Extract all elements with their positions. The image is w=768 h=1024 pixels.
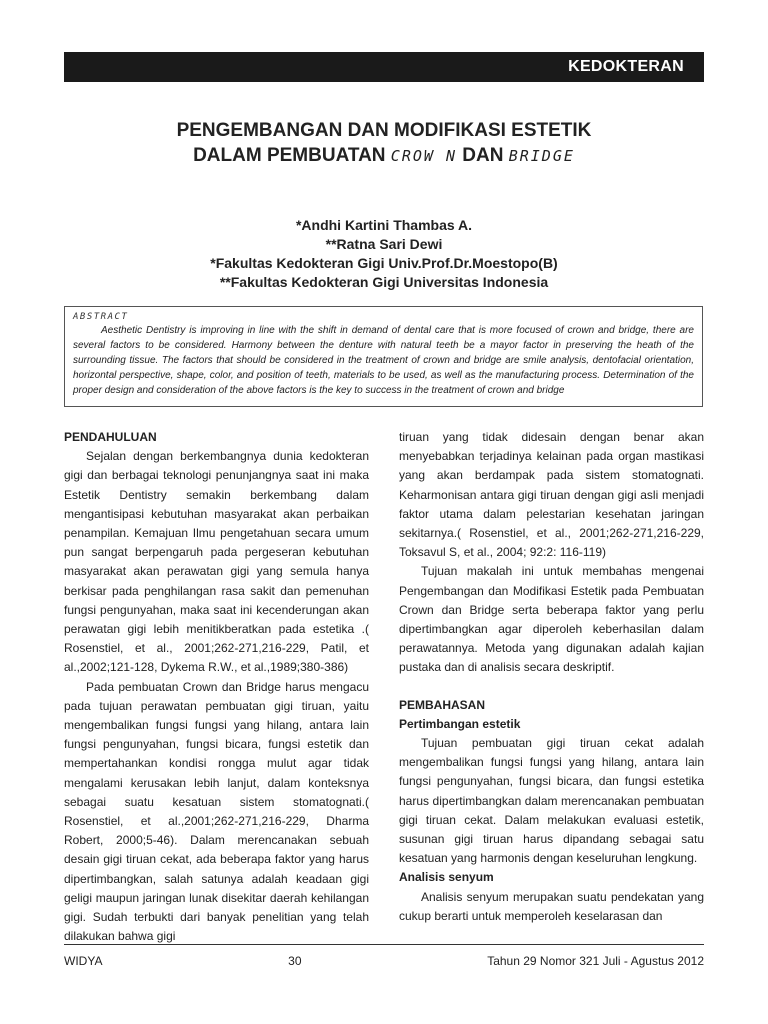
section-label: KEDOKTERAN bbox=[568, 58, 684, 75]
affiliation-2: **Fakultas Kedokteran Gigi Universitas Indonesia bbox=[219, 274, 549, 290]
subheading-analisis-senyum: Analisis senyum bbox=[399, 870, 494, 885]
issue-info: Tahun 29 Nomor 321 Juli - Agustus 2012 bbox=[487, 954, 704, 968]
paragraph: Tujuan pembuatan gigi tiruan cekat adalah mengembalikan fungsi fungsi yang hilang, antara lain fungsi pengunyahan, fungsi bicara, dan fungsi estetika harus dipertimbangkan dalam merencanakan pembuatan gigi tiruan cekat. Dalam melakukan evaluasi estetik, susunan gigi tiruan harus dipandang sebagai satu kesatuan yang harmonis dengan keseluruhan lengkung. bbox=[399, 736, 704, 866]
heading-pembahasan: PEMBAHASAN bbox=[399, 697, 486, 712]
author-block bbox=[64, 216, 704, 292]
title-line-2-mid: DAN bbox=[456, 145, 509, 166]
title-line-2-pre: DALAM PEMBUATAN bbox=[193, 145, 391, 166]
author-1: *Andhi Kartini Thambas A. bbox=[295, 217, 473, 233]
paragraph: Pada pembuatan Crown dan Bridge harus mengacu pada tujuan perawatan pembuatan gigi tiruan, yaitu mengembalikan fungsi fungsi yang hilang, antara lain fungsi pengunyahan, fungsi bicara, fungsi estetik dan mempertahankan kondisi rongga mulut agar tidak mengalami kerusakan lebih lanjut, dalam konteksnya sebagai suatu kesatuan sistem stomatognati.( Rosenstiel, et al.,2001;262-271,216-229, Dharma Robert, 2000;5-46). Dalam merencanakan sebuah desain gigi tiruan cekat, ada beberapa faktor yang harus dipertimbangkan, salah satunya adalah keadaan gigi geligi maupun jaringan lunak disekitar daerah kehilangan gigi. Sudah terbukti dari banyak penelitian yang telah dilakukan bahwa gigi bbox=[64, 679, 369, 944]
section-header-bar bbox=[64, 52, 704, 82]
title-line-2 bbox=[64, 143, 704, 169]
abstract-box bbox=[64, 306, 703, 407]
left-column bbox=[64, 428, 369, 946]
right-column bbox=[399, 428, 704, 926]
abstract-label: ABSTRACT bbox=[73, 312, 129, 322]
title-bridge: BRIDGE bbox=[508, 147, 575, 165]
article-title bbox=[64, 118, 704, 169]
footer-divider bbox=[64, 944, 704, 945]
title-line-1: PENGEMBANGAN DAN MODIFIKASI ESTETIK bbox=[176, 120, 592, 141]
paragraph: Sejalan dengan berkembangnya dunia kedokteran gigi dan berbagai teknologi penunjangnya saat ini maka Estetik Dentistry semakin berkembang dalam mengantisipasi kebutuhan masyarakat akan perbaikan penampilan. Kemajuan Ilmu pengetahuan secara umum pun sangat berpengaruh pada pergeseran kebutuhan masyarakat akan perawatan gigi yang semula hanya berkisar pada penghilangan rasa sakit dan pemenuhan fungsi pengunyahan, maka saat ini kecenderungan akan perawatan gigi lebih menitikberatkan pada estetika .( Rosenstiel, et al., 2001;262-271,216-229, Patil, et al.,2002;121-128, Dykema R.W., et al.,1989;380-386) bbox=[64, 449, 369, 675]
author-2: **Ratna Sari Dewi bbox=[325, 236, 443, 252]
journal-name: WIDYA bbox=[64, 954, 103, 968]
section-gap bbox=[399, 678, 704, 696]
paragraph: Tujuan makalah ini untuk membahas mengenai Pengembangan dan Modifikasi Estetik pada Pembuatan Crown dan Bridge serta beberapa faktor yang perlu dipertimbangkan agar diperoleh keberhasilan dalam perawatannya. Metoda yang digunakan adalah kajian pustaka dan di analisis secara deskriptif. bbox=[399, 564, 704, 675]
heading-pendahuluan: PENDAHULUAN bbox=[64, 430, 157, 444]
paragraph: tiruan yang tidak didesain dengan benar akan menyebabkan terjadinya kelainan pada organ mastikasi yang akan berdampak pada sistem stomatognati. Keharmonisan antara gigi tiruan dengan gigi asli menjadi faktor utama dalam pelestarian kesehatan jaringan sekitarnya.( Rosenstiel, et al., 2001;262-271,216-229, Toksavul S, et al., 2004; 92:2: 116-119) bbox=[399, 430, 704, 560]
page-footer bbox=[64, 954, 704, 968]
affiliation-1: *Fakultas Kedokteran Gigi Univ.Prof.Dr.Moestopo(B) bbox=[210, 255, 558, 271]
paragraph: Analisis senyum merupakan suatu pendekatan yang cukup berarti untuk memperoleh keselarasan dan bbox=[399, 889, 704, 923]
title-crown: CROW N bbox=[390, 147, 457, 165]
abstract-text: Aesthetic Dentistry is improving in line with the shift in demand of dental care that is more focused of crown and bridge, there are several factors to be considered. Harmony between the denture with natural teeth be a mayor factor in preserving the heath of the surrounding tissue. The factors that should be considered in the treatment of crown and bridge are smile analysis, dentofacial orientation, horizontal perspective, shape, color, and position of teeth, materials to be used, as well as the manufacturing process. Determination of the proper design and consideration of the above factors is the key to success in the treatment of crown and bridge bbox=[73, 325, 694, 396]
page-number: 30 bbox=[288, 954, 302, 968]
subheading-pertimbangan-estetik: Pertimbangan estetik bbox=[399, 716, 521, 731]
